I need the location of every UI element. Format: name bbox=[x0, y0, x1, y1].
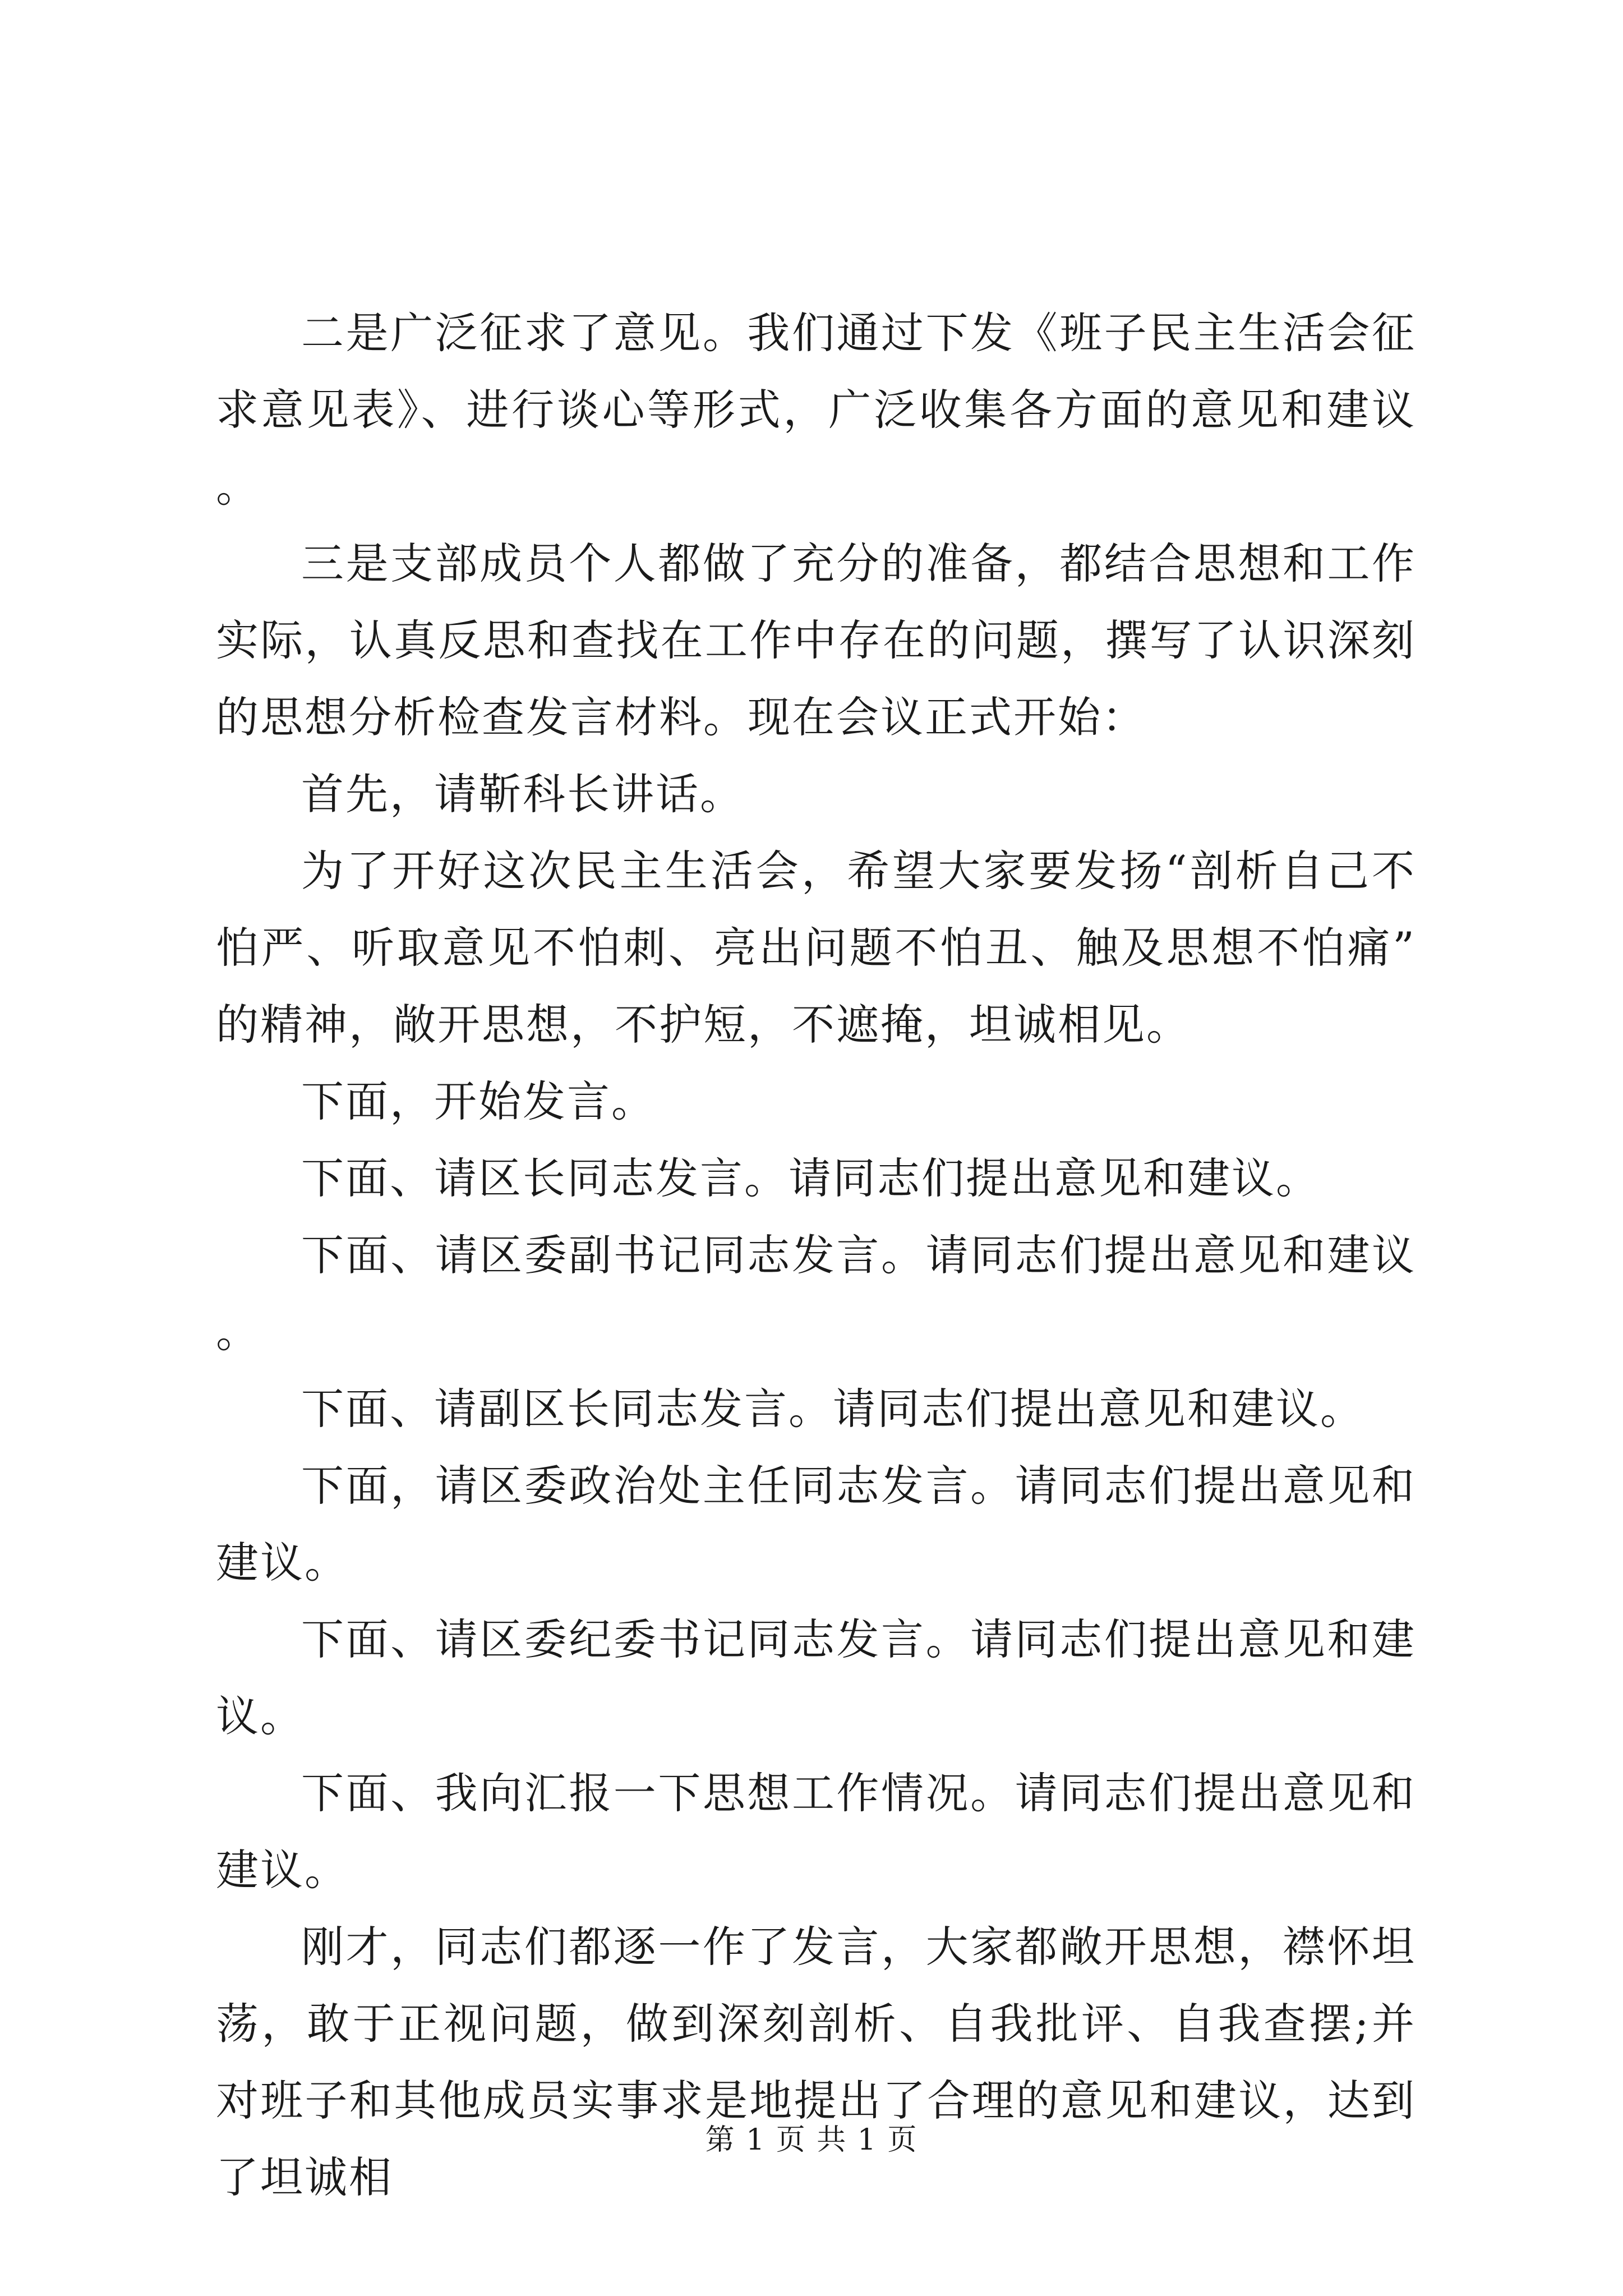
paragraph-12: 刚才，同志们都逐一作了发言，大家都敞开思想，襟怀坦荡，敢于正视问题，做到深刻剖析、自我批评、自我查摆;并对班子和其他成员实事求是地提出了合理的意见和建议，达到了坦诚相 bbox=[216, 1922, 1416, 2202]
paragraph-2: 三是支部成员个人都做了充分的准备，都结合思想和工作实际，认真反思和查找在工作中存在的问题，撰写了认识深刻的思想分析检查发言材料。现在会议正式开始： bbox=[216, 539, 1416, 742]
paragraph-8: 下面、请副区长同志发言。请同志们提出意见和建议。 bbox=[301, 1384, 1364, 1434]
paragraph-7: 下面、请区委副书记同志发言。请同志们提出意见和建议。 bbox=[216, 1230, 1416, 1357]
paragraph-4: 为了开好这次民主生活会，希望大家要发扬“剖析自己不怕严、听取意见不怕刺、亮出问题不怕丑、触及思想不怕痛”的精神，敞开思想，不护短，不遮掩，坦诚相见。 bbox=[216, 846, 1416, 1050]
paragraph-10: 下面、请区委纪委书记同志发言。请同志们提出意见和建议。 bbox=[216, 1614, 1416, 1741]
document-body bbox=[216, 295, 1416, 2216]
page-footer: 第 1 页 共 1 页 bbox=[705, 2123, 918, 2157]
paragraph-5: 下面，开始发言。 bbox=[301, 1076, 656, 1126]
paragraph-6: 下面、请区长同志发言。请同志们提出意见和建议。 bbox=[301, 1153, 1320, 1203]
paragraph-3: 首先，请靳科长讲话。 bbox=[301, 769, 744, 819]
paragraph-1: 二是广泛征求了意见。我们通过下发《班子民主生活会征求意见表》、进行谈心等形式，广泛收集各方面的意见和建议。 bbox=[216, 308, 1416, 512]
paragraph-9: 下面，请区委政治处主任同志发言。请同志们提出意见和建议。 bbox=[216, 1461, 1416, 1588]
paragraph-11: 下面、我向汇报一下思想工作情况。请同志们提出意见和建议。 bbox=[216, 1768, 1416, 1895]
